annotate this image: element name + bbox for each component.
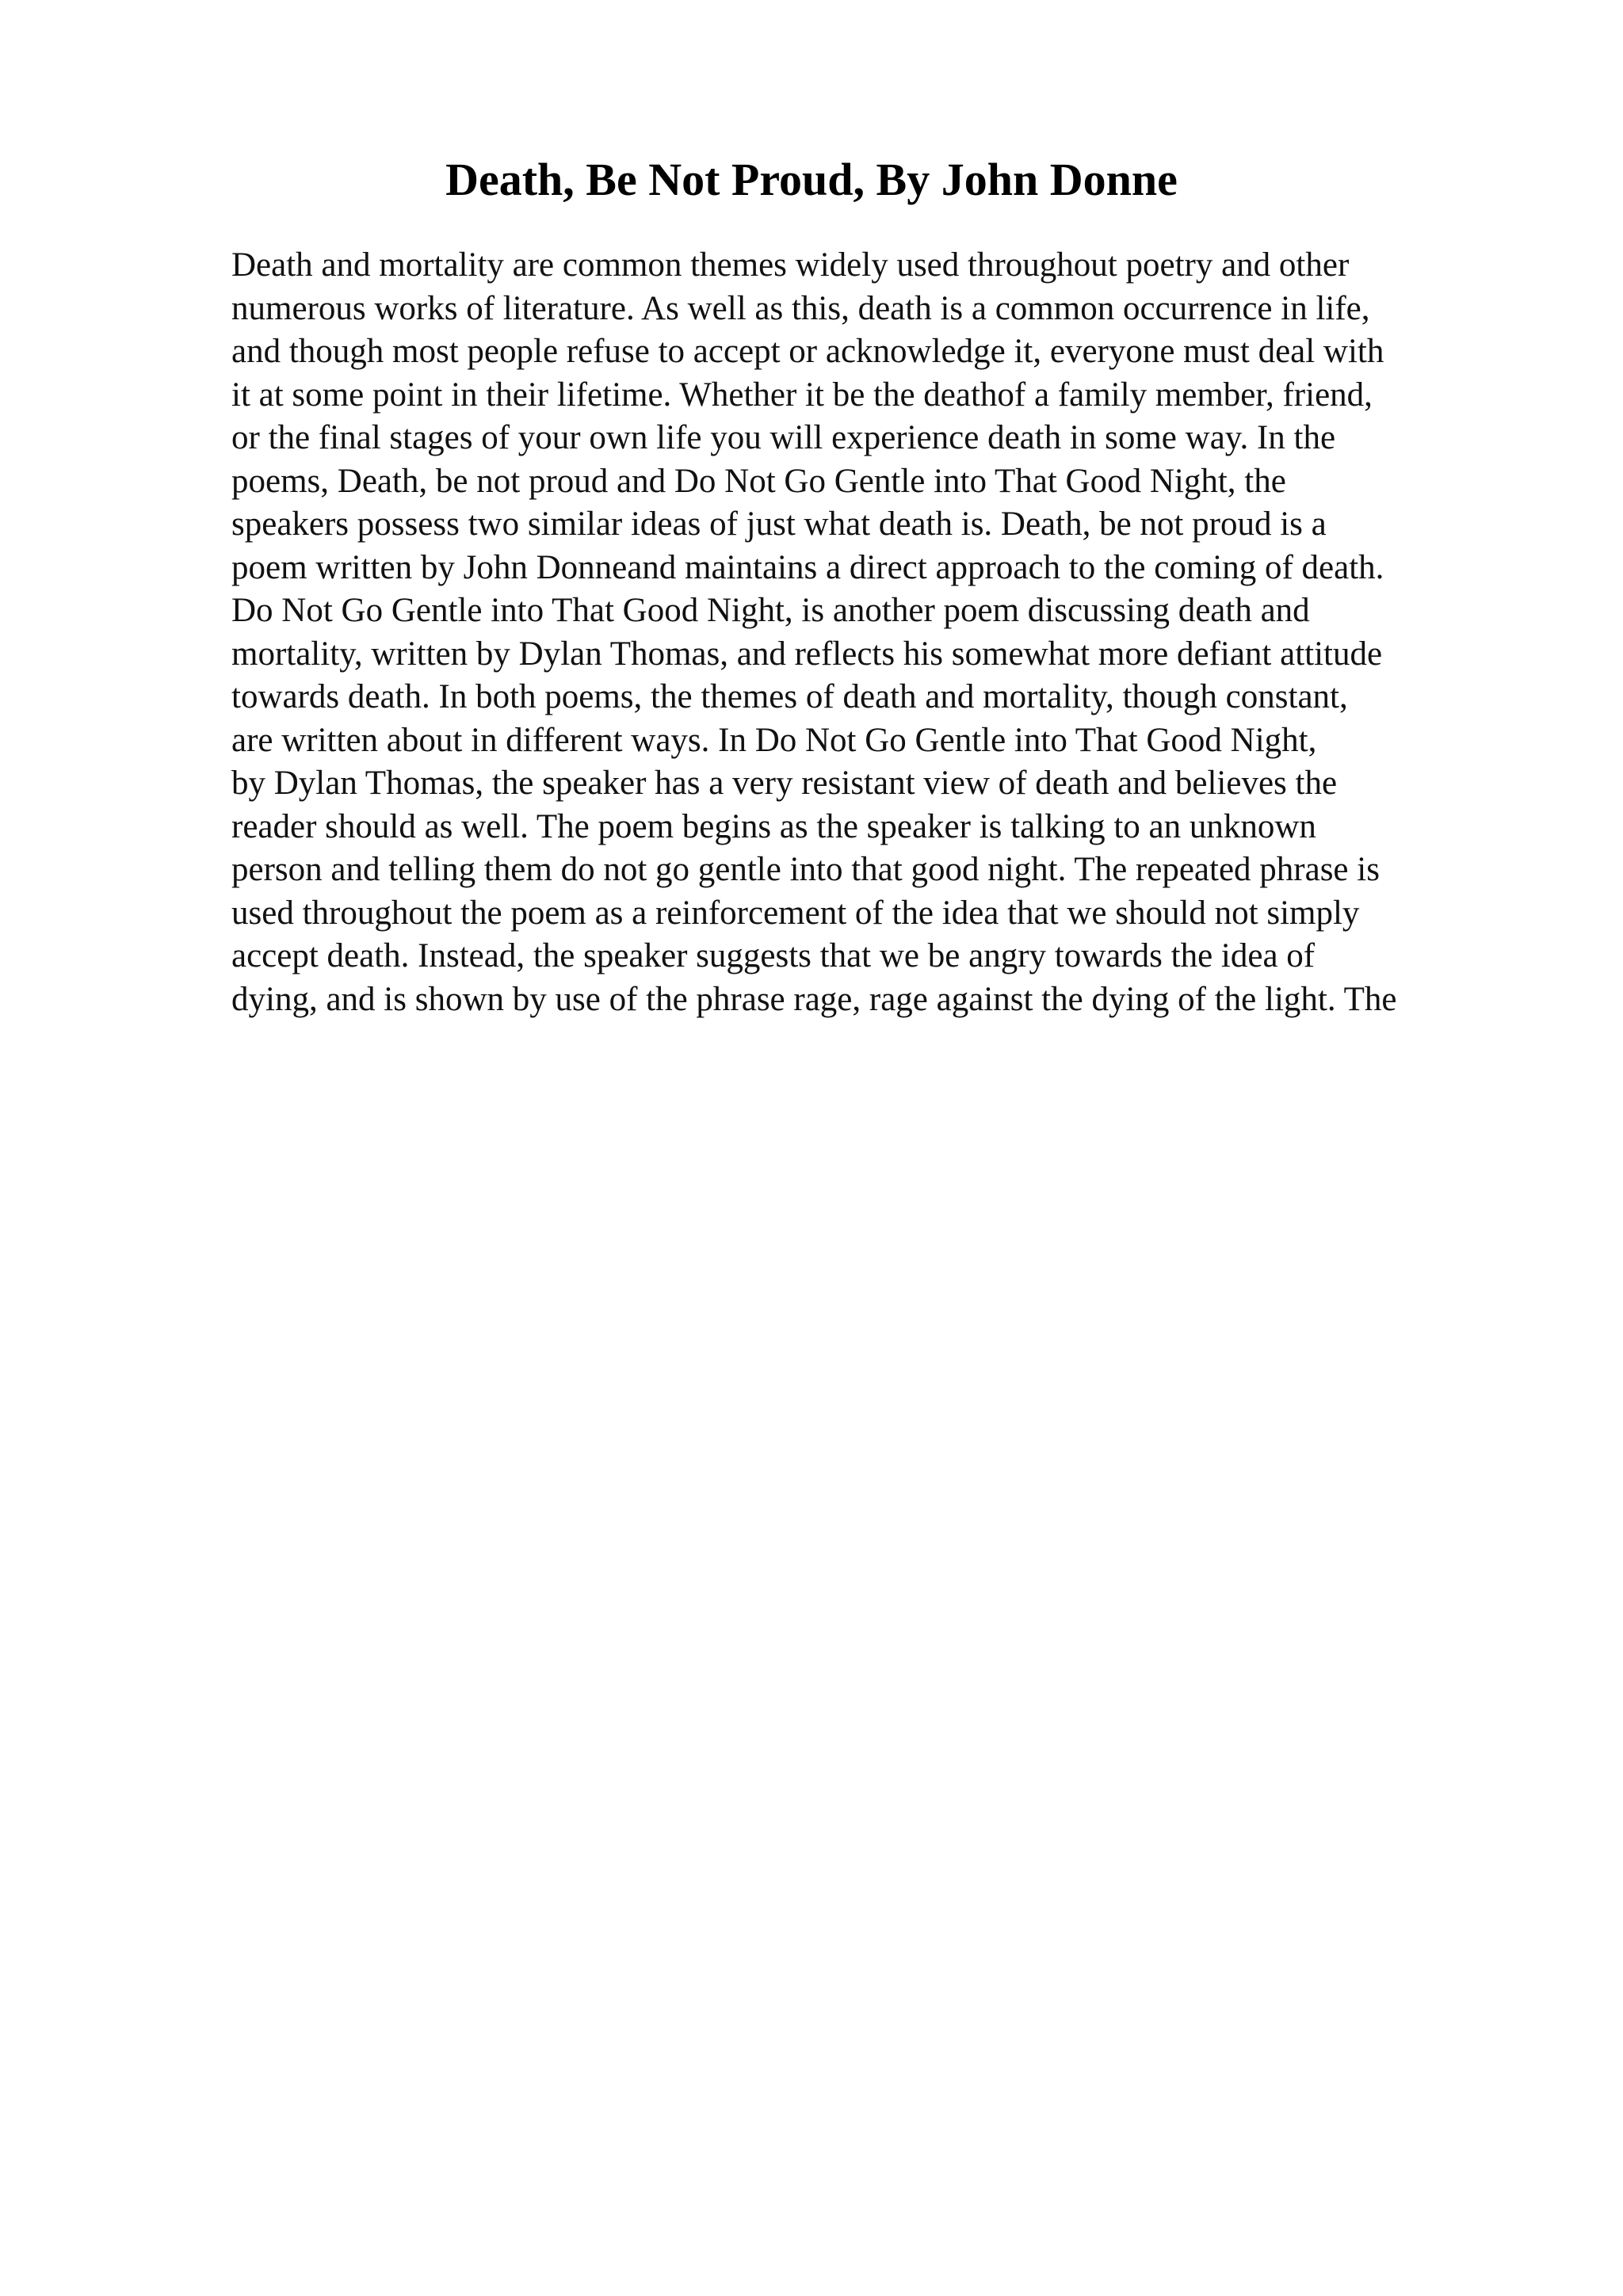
text-line: poem written by John Donneand maintains a direct approach to the coming of death. [231, 548, 1384, 586]
text-line: used throughout the poem as a reinforcement of the idea that we should not simply [231, 894, 1360, 932]
text-line: accept death. Instead, the speaker suggests that we be angry towards the idea of [231, 937, 1316, 974]
text-line: poems, Death, be not proud and Do Not Go Gentle into That Good Night, the [231, 462, 1286, 500]
text-line: are written about in different ways. In Do Not Go Gentle into That Good Night, [231, 721, 1317, 759]
text-line: mortality, written by Dylan Thomas, and reflects his somewhat more defiant attitude [231, 635, 1383, 673]
text-line: and though most people refuse to accept or acknowledge it, everyone must deal with [231, 333, 1384, 370]
text-line: it at some point in their lifetime. Whether it be the deathof a family member, friend, [231, 376, 1373, 414]
body-paragraph [231, 244, 1515, 1021]
text-line: by Dylan Thomas, the speaker has a very resistant view of death and believes the [231, 765, 1338, 802]
text-line: or the final stages of your own life you will experience death in some way. In the [231, 419, 1336, 456]
text-line: reader should as well. The poem begins as the speaker is talking to an unknown [231, 807, 1316, 845]
text-line: Do Not Go Gentle into That Good Night, is another poem discussing death and [231, 592, 1310, 629]
document-title: Death, Be Not Proud, By John Donne [445, 154, 1178, 205]
text-line: Death and mortality are common themes widely used throughout poetry and other [231, 246, 1350, 284]
text-line: person and telling them do not go gentle into that good night. The repeated phrase is [231, 851, 1380, 888]
text-line: towards death. In both poems, the themes of death and mortality, though constant, [231, 678, 1348, 715]
text-line: numerous works of literature. As well as this, death is a common occurrence in life, [231, 289, 1370, 327]
text-line: speakers possess two similar ideas of just what death is. Death, be not proud is a [231, 505, 1327, 543]
text-line: dying, and is shown by use of the phrase rage, rage against the dying of the light. The [231, 980, 1397, 1018]
